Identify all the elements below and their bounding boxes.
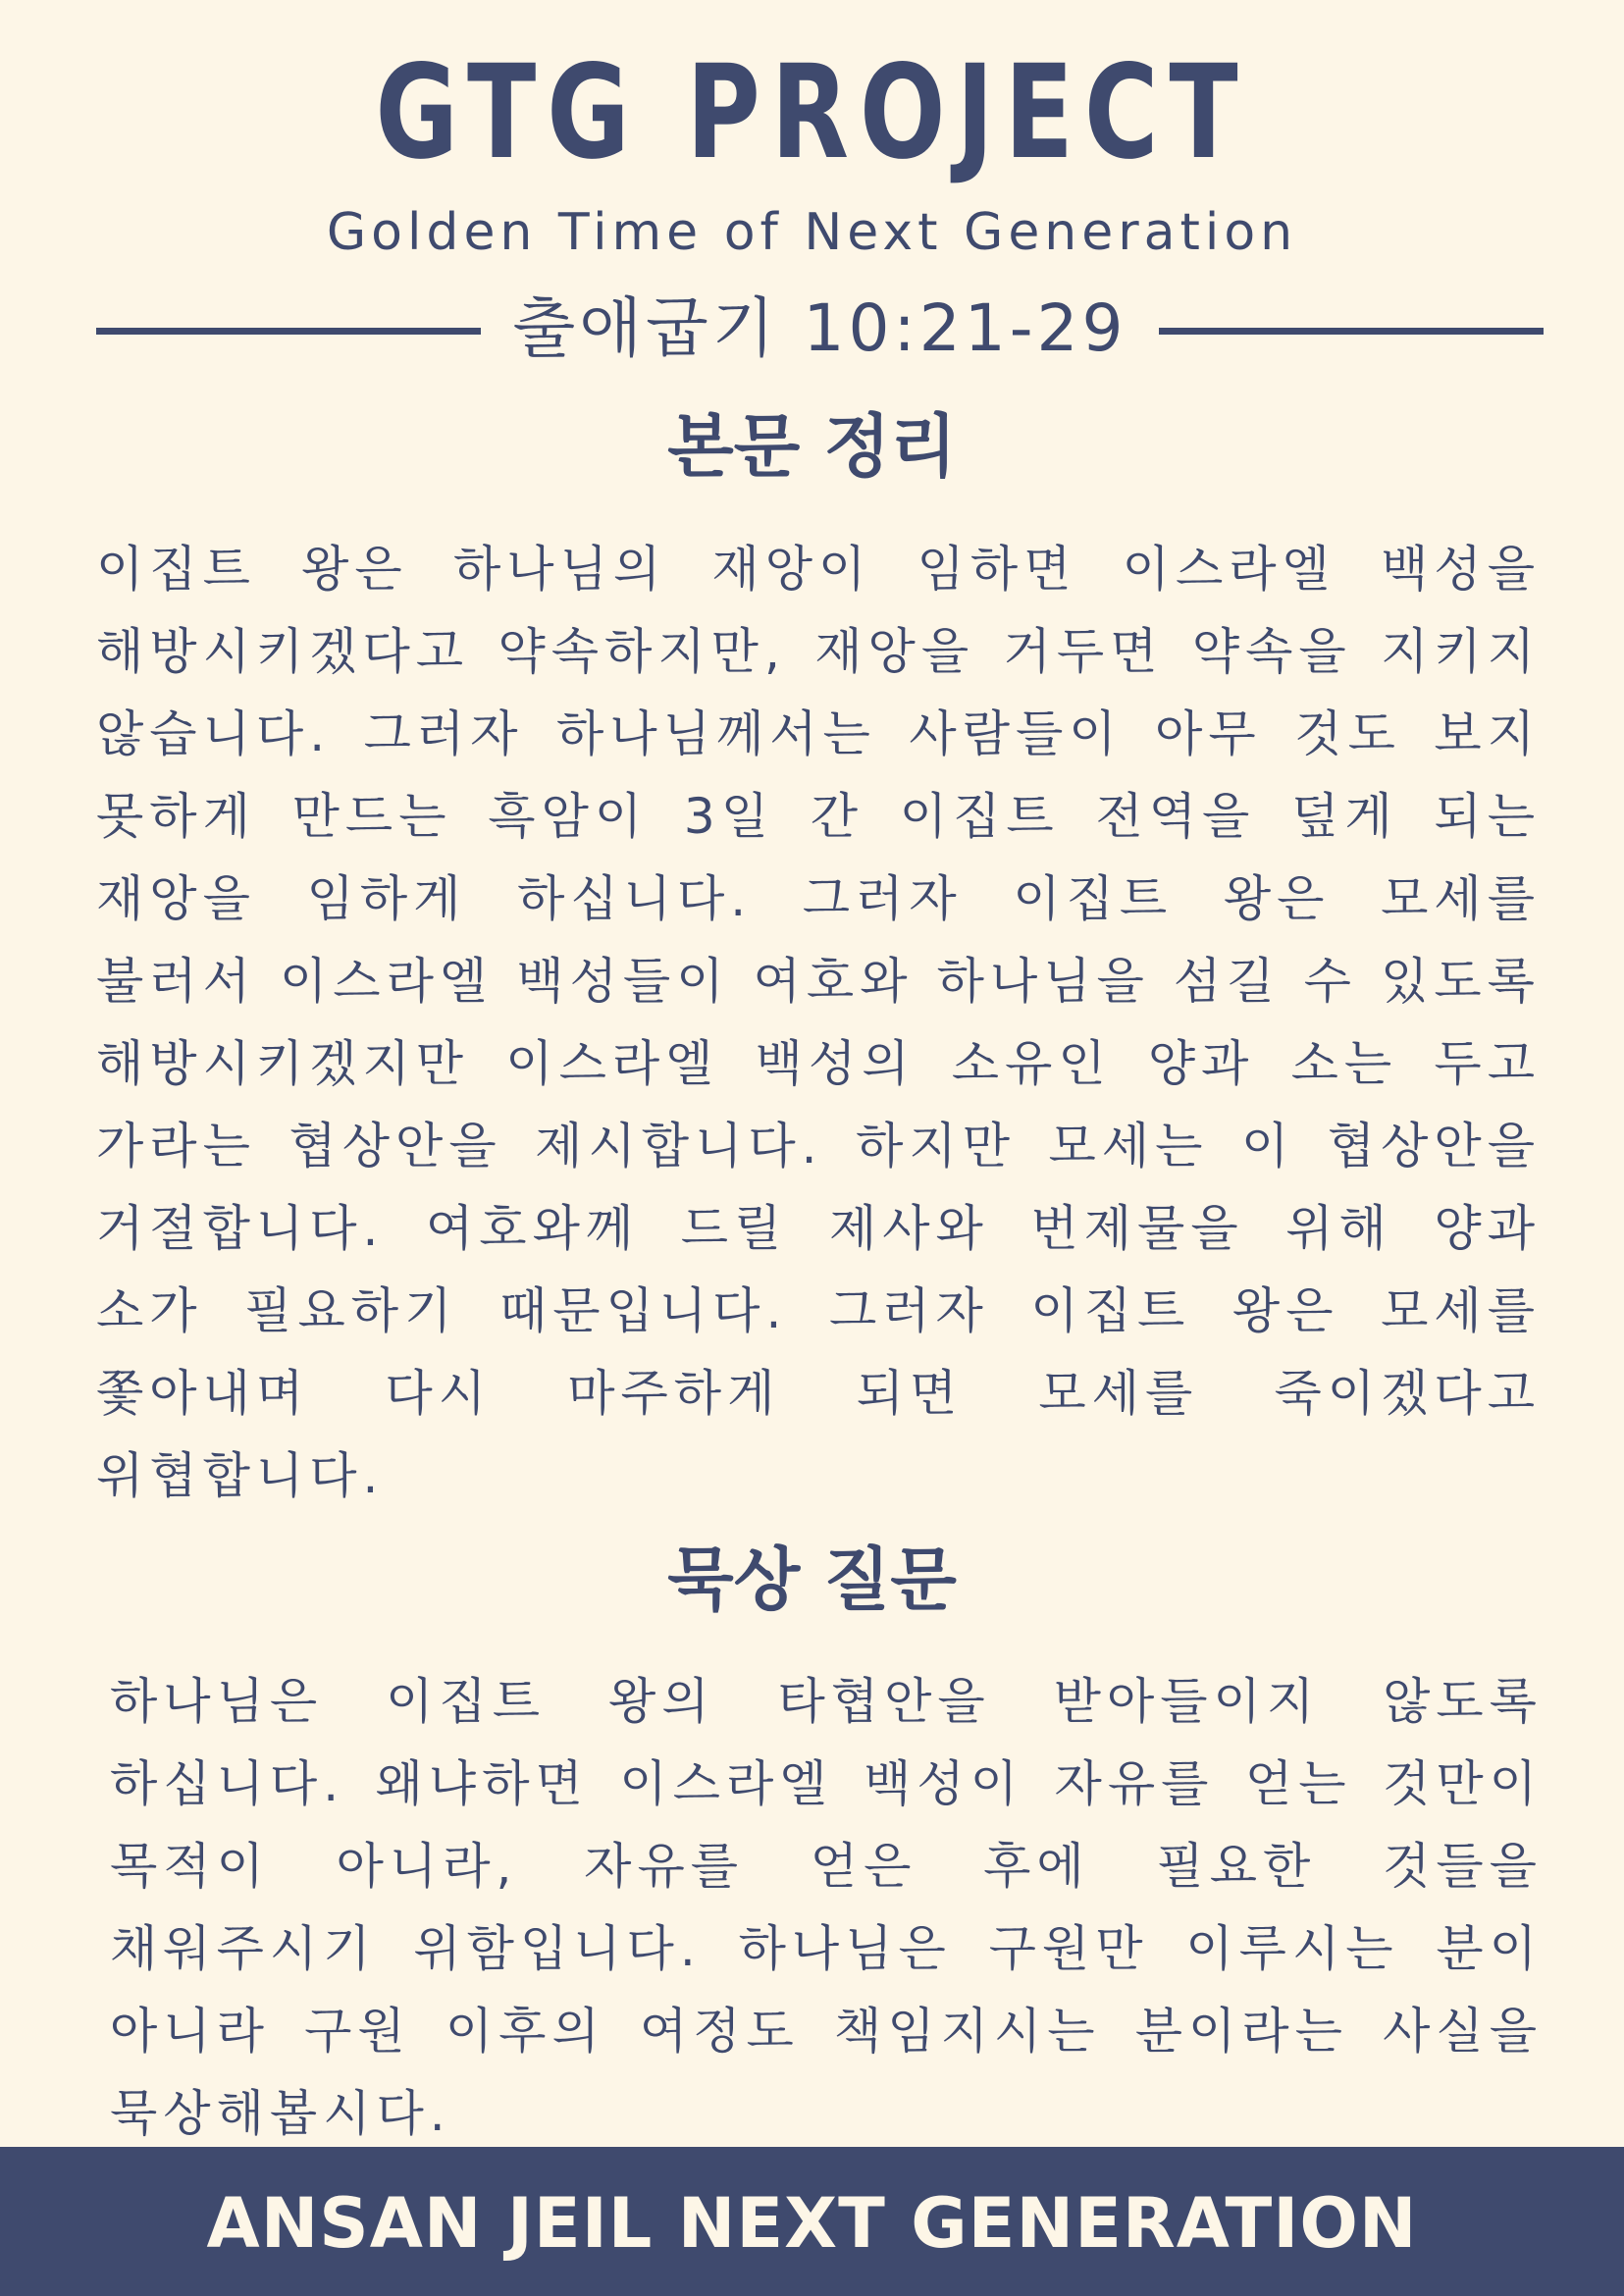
summary-heading: 본문 정리 [667,406,957,487]
meditation-paragraph: 하나님은 이집트 왕의 타협안을 받아들이지 않도록 하십니다. 왜냐하면 이스라엘 백성이 자유를 얻는 것만이 목적이 아니라, 자유를 얻은 후에 필요한 것들을 채워주시기 위함입니다. 하나님은 구원만 이루시는 분이 아니라 구원 이후의 여정도 책임지시는 분이라는 사실을 묵상해봅시다. [110,1673,1543,2142]
scripture-reference-row [96,285,1544,373]
footer-band [0,2147,1624,2296]
meditation-heading: 묵상 질문 [667,1539,957,1620]
summary-paragraph: 이집트 왕은 하나님의 재앙이 임하면 이스라엘 백성을 해방시키겠다고 약속하지만, 재앙을 거두면 약속을 지키지 않습니다. 그러자 하나님께서는 사람들이 아무 것도 보지 못하게 만드는 흑암이 3일 간 이집트 전역을 덮게 되는 재앙을 임하게 하십니다. 그러자 이집트 왕은 모세를 불러서 이스라엘 백성들이 여호와 하나님을 섬길 수 있도록 해방시키겠지만 이스라엘 백성의 소유인 양과 소는 두고 가라는 협상안을 제시합니다. 하지만 모세는 이 협상안을 거절합니다. 여호와께 드릴 제사와 번제물을 위해 양과 소가 필요하기 때문입니다. 그러자 이집트 왕은 모세를 쫓아내며 다시 마주하게 되면 모세를 죽이겠다고 위협합니다. [96,541,1541,1504]
left-divider-line [96,328,481,335]
right-divider-line [1159,328,1544,335]
footer-text: ANSAN JEIL NEXT GENERATION [206,2183,1418,2264]
page-title: GTG PROJECT [375,37,1249,188]
page-subtitle: Golden Time of Next Generation [326,203,1298,262]
scripture-reference: 출애굽기 10:21-29 [512,290,1127,366]
